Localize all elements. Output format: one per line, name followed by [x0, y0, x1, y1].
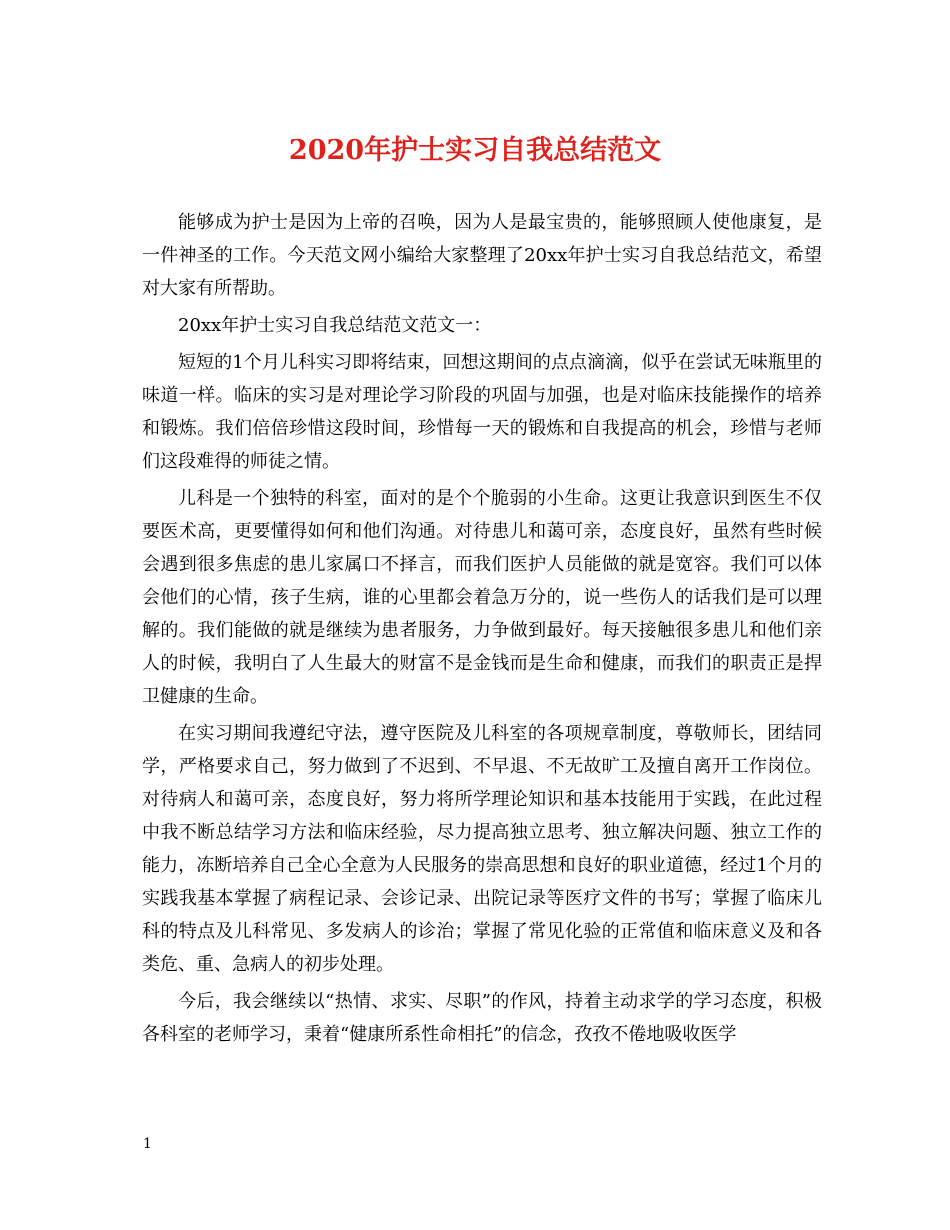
paragraph-intro: 能够成为护士是因为上帝的召唤，因为人是最宝贵的，能够照顾人使他康复，是一件神圣的工作。今天范文网小编给大家整理了20xx年护士实习自我总结范文，希望对大家有所帮助。	[142, 212, 822, 299]
paragraph-pediatrics: 儿科是一个独特的科室，面对的是个个脆弱的小生命。这更让我意识到医生不仅要医术高，更要懂得如何和他们沟通。对待患儿和蔼可亲，态度良好，虽然有些时候会遇到很多焦虑的患儿家属口不择言，而我们医护人员能做的就是宽容。我们可以体会他们的心情，孩子生病，谁的心里都会着急万分的，说一些伤人的话我们是可以理解的。我们能做的就是继续为患者服务，力争做到最好。每天接触很多患儿和他们亲人的时候，我明白了人生最大的财富不是金钱而是生命和健康，而我们的职责正是捍卫健康的生命。	[142, 488, 822, 707]
paragraph-discipline: 在实习期间我遵纪守法，遵守医院及儿科室的各项规章制度，尊敬师长，团结同学，严格要求自己，努力做到了不迟到、不早退、不无故旷工及擅自离开工作岗位。对待病人和蔼可亲，态度良好，努力将所学理论知识和基本技能用于实践，在此过程中我不断总结学习方法和临床经验，尽力提高独立思考、独立解决问题、独立工作的能力，冻断培养自己全心全意为人民服务的崇高思想和良好的职业道德，经过1个月的实践我基本掌握了病程记录、会诊记录、出院记录等医疗文件的书写；掌握了临床儿科的特点及儿科常见、多发病人的诊治；掌握了常见化验的正常值和临床意义及和各类危、重、急病人的初步处理。	[142, 723, 822, 975]
page-number: 1	[143, 1136, 152, 1152]
document-body	[142, 206, 822, 1055]
paragraph-section-heading: 20xx年护士实习自我总结范文范文一：	[178, 315, 492, 336]
page-title: 2020年护士实习自我总结范文	[288, 135, 662, 166]
paragraph-internship-summary: 短短的1个月儿科实习即将结束，回想这期间的点点滴滴，似乎在尝试无味瓶里的味道一样。临床的实习是对理论学习阶段的巩固与加强，也是对临床技能操作的培养和锻炼。我们倍倍珍惜这段时间，珍惜每一天的锻炼和自我提高的机会，珍惜与老师们这段难得的师徒之情。	[142, 352, 822, 472]
paragraph-future: 今后，我会继续以“热情、求实、尽职”的作风，持着主动求学的学习态度，积极各科室的老师学习，秉着“健康所系性命相托”的信念，孜孜不倦地吸收医学	[142, 991, 822, 1045]
